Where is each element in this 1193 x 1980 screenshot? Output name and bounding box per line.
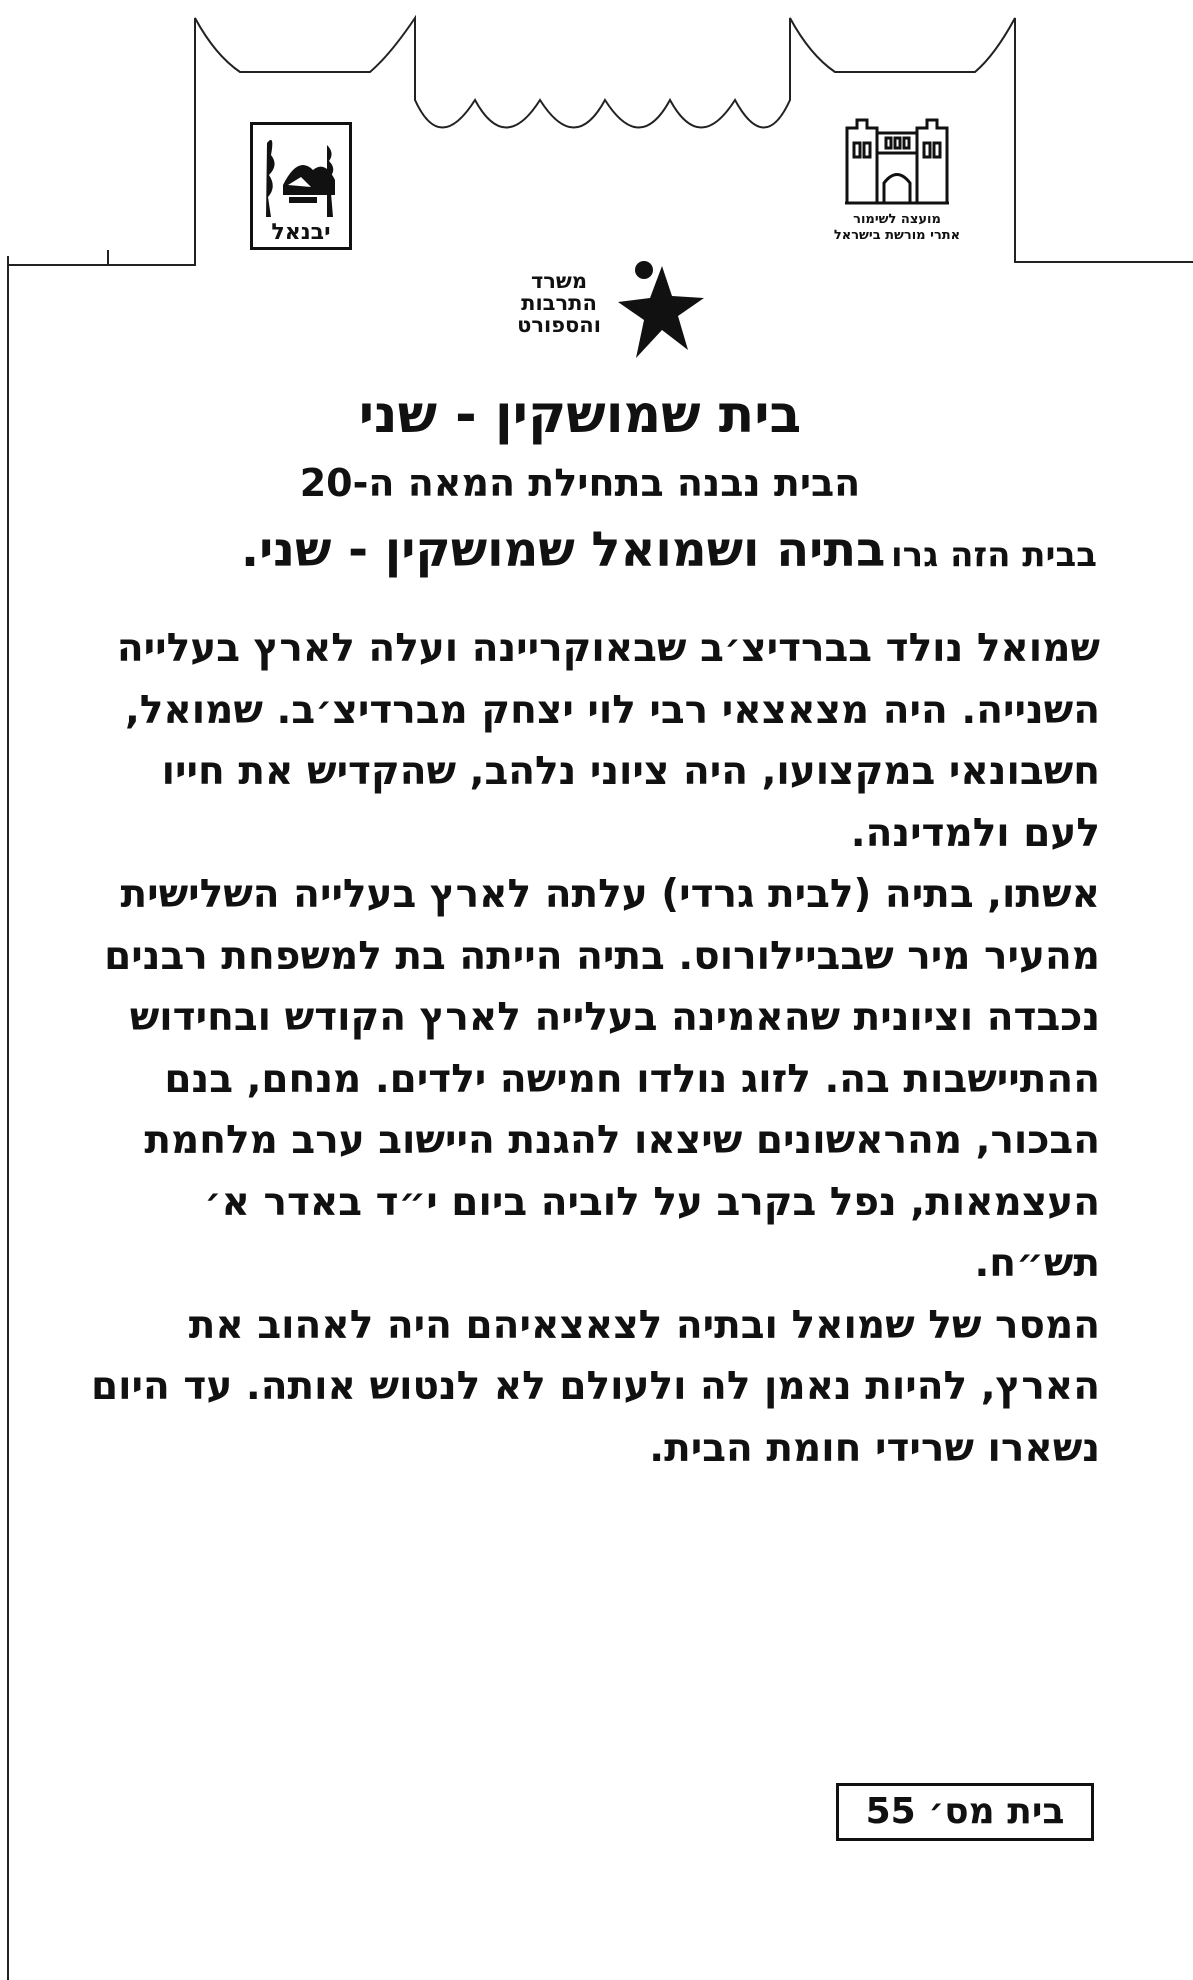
ministry-name: [500, 270, 618, 336]
heritage-gate-icon: [842, 108, 952, 208]
heritage-council-logo: [812, 108, 982, 258]
page-subtitle: הבית נבנה בתחילת המאה ה-20: [299, 461, 861, 505]
yavneel-logo: [250, 122, 352, 250]
paragraph: אשתו, בתיה (לבית גרדי) עלתה לארץ בעלייה השלישית מהעיר מיר שבביילורוס. בתיה הייתה בת למשפחת רבנים נכבדה וציונית שהאמינה בעלייה לארץ הקודש ובחידוש ההתיישבות בה. לזוג נולדו חמישה ילדים. מנחם, בנם הבכור, מהראשונים שיצאו להגנת היישוב ערב מלחמת העצמאות, נפל בקרב על לוביה ביום י״ד באדר א׳ תש״ח.: [104, 872, 1100, 1286]
page-title: בית שמושקין - שני: [358, 385, 802, 445]
residents-names: בתיה ושמואל שמושקין - שני.: [240, 522, 886, 578]
ministry-logo: [500, 258, 710, 368]
yavneel-label: יבנאל: [271, 220, 331, 245]
council-name-line1: מועצה לשימור: [853, 212, 941, 227]
star-figure-icon: [612, 258, 708, 368]
ministry-name-line3: והספורט: [517, 313, 601, 337]
history-text: [90, 618, 1100, 1479]
council-name-line2: אתרי מורשת בישראל: [833, 228, 961, 243]
yavneel-emblem-icon: [253, 125, 349, 247]
ministry-name-line1: משרד: [530, 269, 588, 293]
residents-line: [241, 522, 1097, 578]
paragraph: שמואל נולד בברדיצ׳ב שבאוקריינה ועלה לארץ בעלייה השנייה. היה מצאצאי רבי לוי יצחק מברדיצ׳ב. שמואל, חשבונאי במקצועו, היה ציוני נלהב, שהקדיש את חייו לעם ולמדינה.: [116, 626, 1100, 856]
ministry-name-line2: התרבות: [521, 291, 597, 315]
residents-prefix: בבית הזה גרו: [890, 535, 1097, 575]
house-number-badge: בית מס׳ 55: [836, 1783, 1094, 1841]
paragraph: המסר של שמואל ובתיה לצאצאיהם היה לאהוב את הארץ, להיות נאמן לה ולעולם לא לנטוש אותה. עד היום נשארו שרידי חומת הבית.: [91, 1302, 1100, 1471]
